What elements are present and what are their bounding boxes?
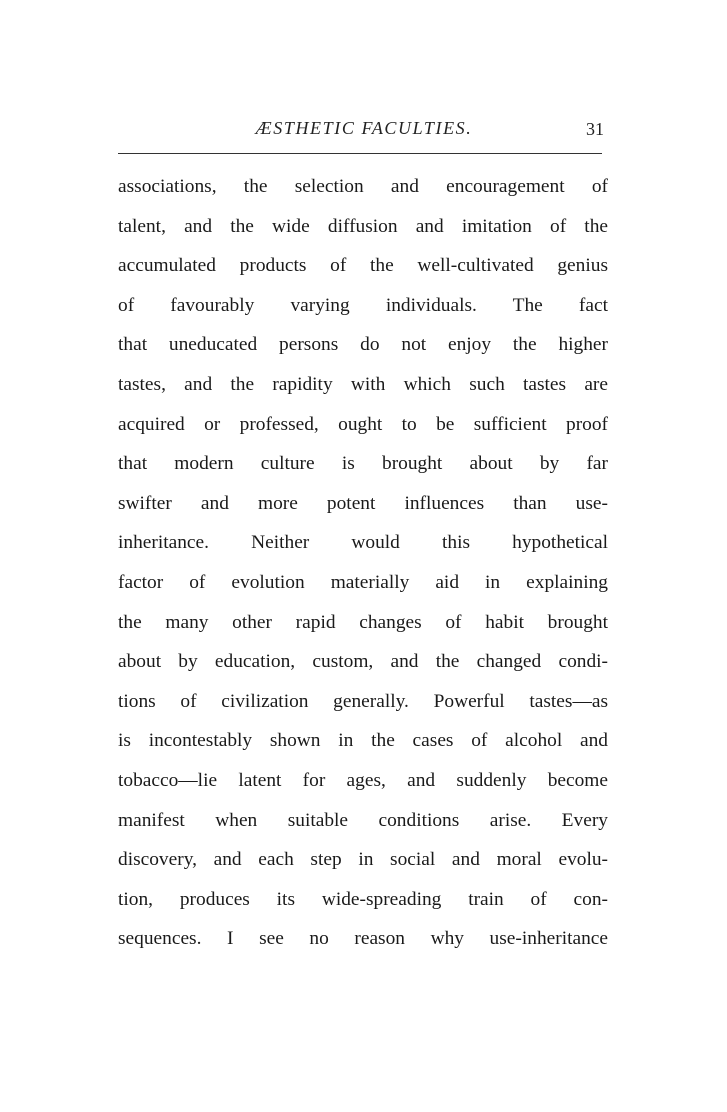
text-line: is incontestably shown in the cases of alcohol and bbox=[118, 730, 608, 752]
text-line: tastes, and the rapidity with which such tastes are bbox=[118, 373, 608, 395]
text-line: talent, and the wide diffusion and imitation of the bbox=[118, 215, 608, 237]
text-line: discovery, and each step in social and moral evolu- bbox=[118, 849, 608, 871]
text-line: the many other rapid changes of habit brought bbox=[118, 611, 608, 633]
text-line: factor of evolution materially aid in explaining bbox=[118, 571, 608, 593]
text-line: tion, produces its wide-spreading train of con- bbox=[118, 888, 608, 910]
text-line: inheritance. Neither would this hypothetical bbox=[118, 532, 608, 554]
text-line: sequences. I see no reason why use-inheritance bbox=[118, 928, 608, 950]
text-line: about by education, custom, and the changed condi- bbox=[118, 651, 608, 673]
text-line: acquired or professed, ought to be sufficient proof bbox=[118, 413, 608, 435]
page-number: 31 bbox=[586, 119, 604, 139]
text-line: tions of civilization generally. Powerful tastes—as bbox=[118, 690, 608, 712]
running-title: ÆSTHETIC FACULTIES. bbox=[255, 118, 473, 138]
header-rule bbox=[118, 153, 602, 154]
text-line: manifest when suitable conditions arise. Every bbox=[118, 809, 608, 831]
text-line: associations, the selection and encouragement of bbox=[118, 176, 608, 197]
text-line: accumulated products of the well-cultivated genius bbox=[118, 255, 608, 277]
body-text bbox=[118, 172, 608, 964]
text-line: swifter and more potent influences than use- bbox=[118, 492, 608, 514]
text-line: tobacco—lie latent for ages, and suddenly become bbox=[118, 769, 608, 791]
text-line: that uneducated persons do not enjoy the higher bbox=[118, 334, 608, 356]
running-head bbox=[118, 114, 610, 146]
text-line: that modern culture is brought about by far bbox=[118, 453, 608, 475]
text-line: of favourably varying individuals. The fact bbox=[118, 294, 608, 316]
